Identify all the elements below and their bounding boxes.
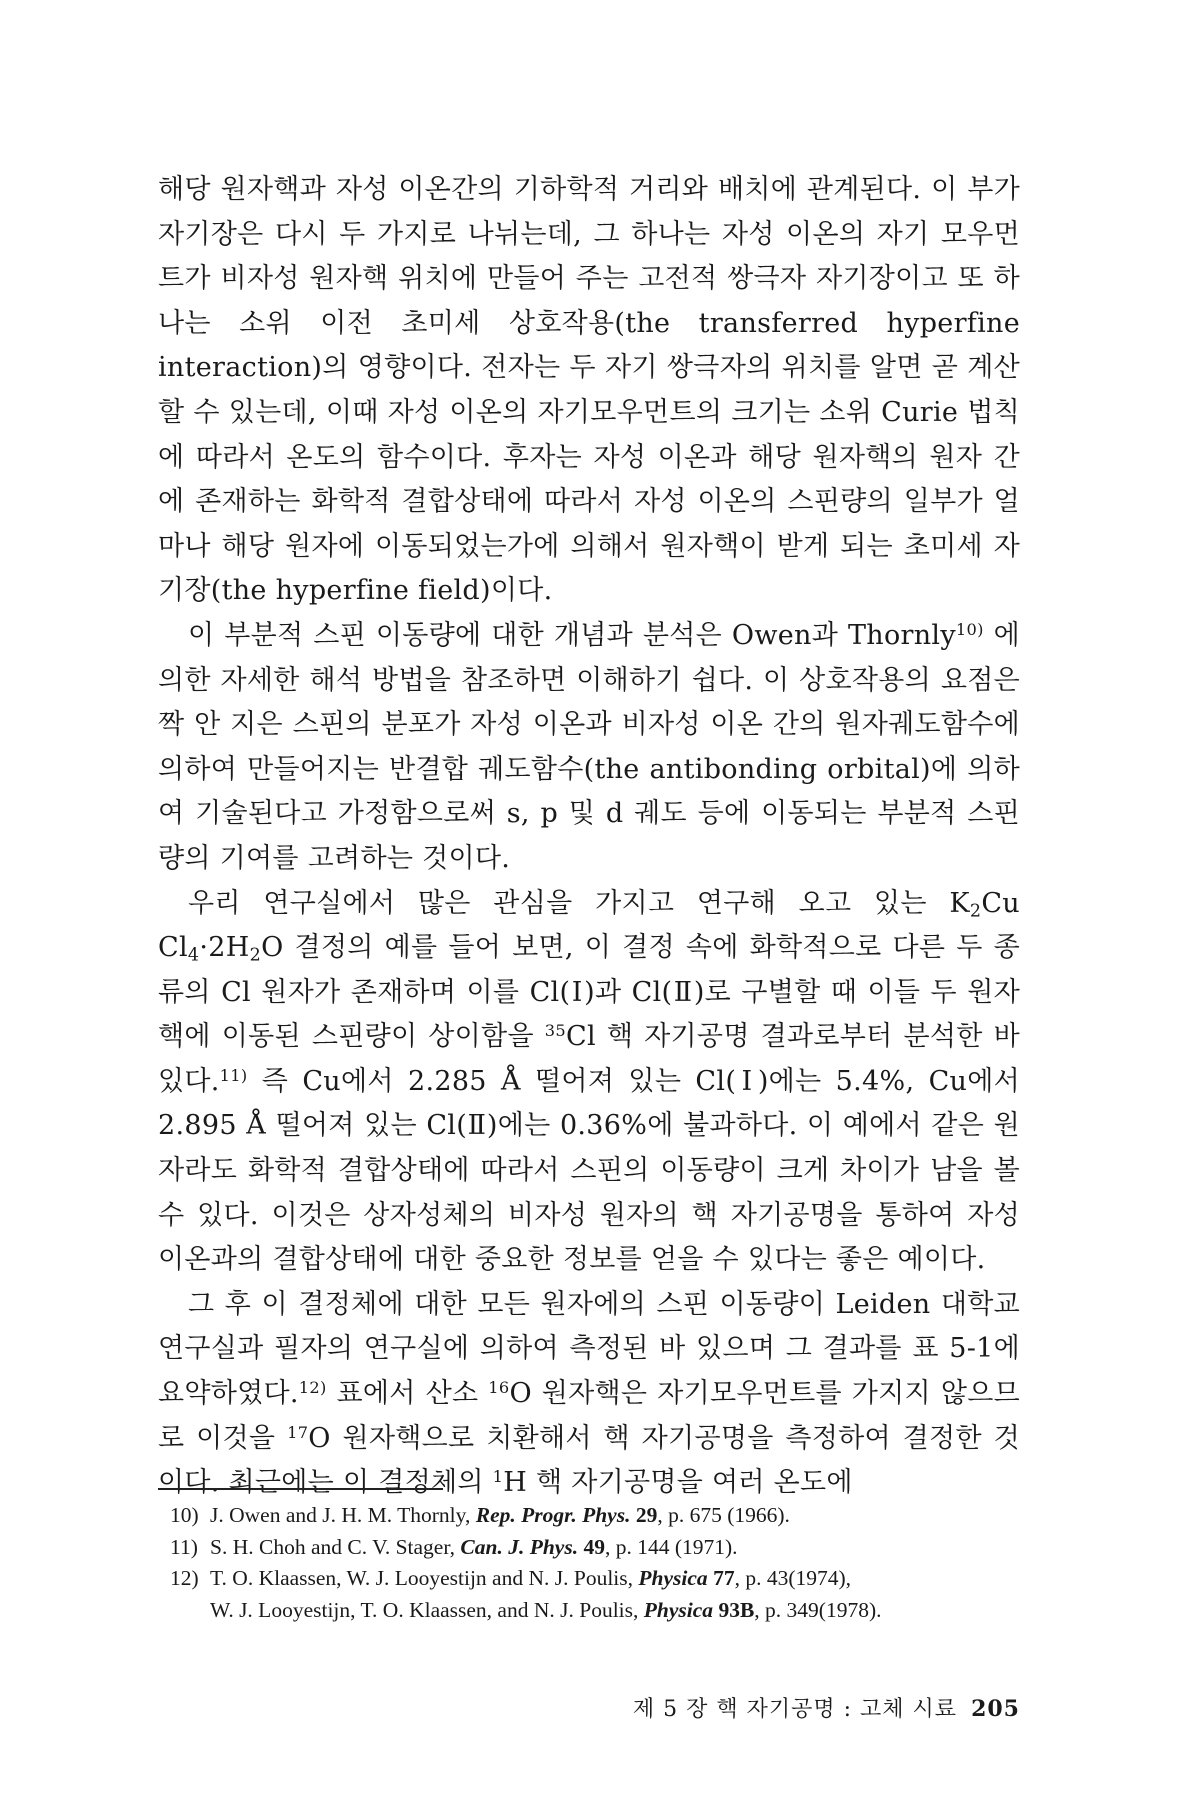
superscript: 12) [298,1378,327,1398]
subscript: 2 [969,900,982,921]
text-run: , p. 675 (1966). [657,1503,790,1527]
paragraph-p2 [158,614,1020,882]
text-run: 그 후 이 결정체에 대한 모든 원자에의 스핀 이동량이 Leiden 대학교 연구실과 필자의 연구실에 의하여 측정된 바 있으며 그 결과를 표 5-1에 요약하였다. [158,1288,1020,1410]
text-run: O 결정의 예를 들어 보면, 이 결정 속에 화학적으로 다른 두 종류의 Cl 원자가 존재하며 이를 Cl(Ⅰ)과 Cl(Ⅱ)로 구별할 때 이들 두 원자핵에 이동된 스핀량이 상이함을 [158,932,1020,1053]
text-run: , p. 349(1978). [754,1597,882,1622]
footnote-number: 10) [170,1503,199,1527]
text-run: J. Owen and J. H. M. Thornly, [210,1503,476,1527]
superscript: 1 [492,1467,504,1487]
superscript: 35 [544,1021,566,1041]
text-run: Cl 핵 자기공명 결과로부터 분석한 바 있다. [158,1021,1020,1097]
text-run: 우리 연구실에서 많은 관심을 가지고 연구해 오고 있는 K [188,887,970,919]
text-run: O 원자핵으로 치환해서 핵 자기공명을 측정하여 결정한 것이다. 최근에는 이 결정체의 [158,1422,1020,1499]
footnote-11 [158,1532,1020,1564]
footnote-number: 12) [170,1566,199,1590]
subscript: 2 [249,945,262,966]
text-run: , p. 43(1974), [734,1566,852,1590]
footnote-10 [158,1500,1020,1532]
subscript: 4 [187,945,200,966]
superscript: 16 [488,1378,510,1398]
superscript: 11) [219,1065,248,1085]
superscript: 17 [287,1422,309,1442]
text-run: 이 부분적 스핀 이동량에 대한 개념과 분석은 Owen과 Thornly [188,619,956,651]
running-footer [620,1692,1020,1723]
page-number: 205 [971,1696,1020,1722]
text-run: O 원자핵은 자기모우먼트를 가지지 않으므로 이것을 [158,1378,1020,1454]
text-run: T. O. Klaassen, W. J. Looyestijn and N. J. Poulis, [210,1566,639,1590]
text-run: 29 [630,1503,658,1527]
text-run: , p. 144 (1971). [604,1534,738,1559]
footnote-line [210,1595,1020,1627]
text-run: 49 [578,1534,605,1559]
running-title: 제 5 장 핵 자기공명 : 고체 시료 [632,1697,958,1722]
footnote-12 [158,1563,1020,1626]
text-run: 93B [713,1597,755,1622]
footnote-line [210,1503,790,1527]
text-run: W. J. Looyestijn, T. O. Klaassen, and N. J. Poulis, [210,1597,644,1622]
text-run: 즉 Cu에서 2.285 Å 떨어져 있는 Cl(Ⅰ)에는 5.4%, Cu에서 2.895 Å 떨어져 있는 Cl(Ⅱ)에는 0.36%에 불과하다. 이 예에서 같은 원자라도 화학적 결합상태에 따라서 스핀의 이동량이 크게 차이가 남을 볼 수 있다. 이것은 상자성체의 비자성 원자의 핵 자기공명을 통하여 자성 이온과의 결합상태에 대한 중요한 정보를 얻을 수 있다는 좋은 예이다. [158,1065,1020,1276]
text-run: Physica [643,1597,714,1622]
body-text [158,168,1020,1506]
footnotes [158,1500,1020,1626]
text-run: 표에서 산소 [326,1378,489,1410]
paragraph-p1 [158,168,1020,614]
text-run: ·2H [199,932,250,964]
footnote-line [210,1566,851,1590]
text-run: Cu Cl [158,887,1020,964]
text-run: H 핵 자기공명을 여러 온도에 [503,1467,853,1499]
footnote-divider [158,1488,443,1490]
text-run: Physica [638,1566,708,1590]
superscript: 10) [955,620,984,640]
text-run: Can. J. Phys. [460,1534,579,1559]
footnote-number: 11) [170,1534,198,1559]
text-run: 해당 원자핵과 자성 이온간의 기하학적 거리와 배치에 관계된다. 이 부가 자기장은 다시 두 가지로 나뉘는데, 그 하나는 자성 이온의 자기 모우먼트가 비자성 원자핵 위치에 만들어 주는 고전적 쌍극자 자기장이고 또 하나는 소위 이전 초미세 상호작용(the transferred hyperfine interaction)의 영향이다. 전자는 두 자기 쌍극자의 위치를 알면 곧 계산할 수 있는데, 이때 자성 이온의 자기모우먼트의 크기는 소위 Curie 법칙에 따라서 온도의 함수이다. 후자는 자성 이온과 해당 원자핵의 원자 간에 존재하는 화학적 결합상태에 따라서 자성 이온의 스핀량의 일부가 얼마나 해당 원자에 이동되었는가에 의해서 원자핵이 받게 되는 초미세 자기장(the hyperfine field)이다. [158,174,1020,607]
paragraph-p4 [158,1283,1020,1506]
text-run: Rep. Progr. Phys. [475,1503,631,1527]
text-run: 에 의한 자세한 해석 방법을 참조하면 이해하기 쉽다. 이 상호작용의 요점은 짝 안 지은 스핀의 분포가 자성 이온과 비자성 이온 간의 원자궤도함수에 의하여 만들어지는 반결합 궤도함수(the antibonding orbital)에 의하여 기술된다고 가정함으로써 s, p 및 d 궤도 등에 이동되는 부분적 스핀량의 기여를 고려하는 것이다. [158,619,1020,874]
text-run: 77 [707,1566,735,1590]
paragraph-p3 [158,882,1020,1283]
text-run: S. H. Choh and C. V. Stager, [210,1534,461,1559]
footnote-line [210,1535,738,1559]
